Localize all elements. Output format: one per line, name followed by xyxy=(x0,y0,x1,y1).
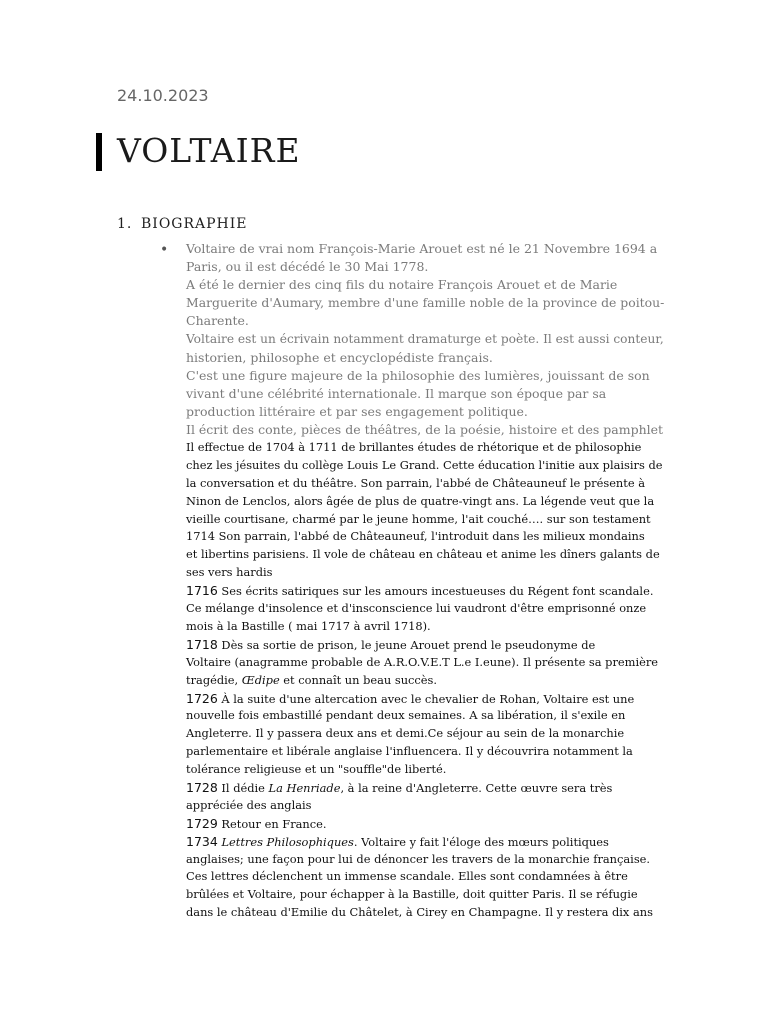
italic-title: Lettres Philosophiques xyxy=(221,834,354,849)
biography-line xyxy=(186,797,664,815)
line-text: la conversation et du théâtre. Son parrain, l'abbé de Châteauneuf le présente à xyxy=(186,475,645,490)
section-number: 1. xyxy=(117,216,133,232)
year-label: 1726 xyxy=(186,690,218,706)
biography-line xyxy=(186,851,664,869)
biography-line xyxy=(186,546,664,564)
line-text: Voltaire (anagramme probable de A.R.O.V.E.T L.e I.eune). Il présente sa première xyxy=(186,654,659,669)
biography-line xyxy=(186,618,664,636)
intro-line: A été le dernier des cinq fils du notaire François Arouet et de Marie xyxy=(186,277,618,293)
biography-line xyxy=(186,475,664,493)
line-text: nouvelle fois embastillé pendant deux semaines. A sa libération, il s'exile en xyxy=(186,708,626,723)
intro-line: Voltaire est un écrivain notamment dramaturge et poète. Il est aussi conteur, xyxy=(186,331,664,347)
line-text: Il dédie xyxy=(217,780,269,795)
intro-line: historien, philosophe et encyclopédiste français. xyxy=(186,349,493,365)
biography-line xyxy=(186,636,664,654)
line-text: anglaises; une façon pour lui de dénoncer les travers de la monarchie française. xyxy=(186,851,651,866)
line-text: Ninon de Lenclos, alors âgée de plus de quatre-vingt ans. La légende veut que la xyxy=(186,493,655,508)
line-text: ses vers hardis xyxy=(186,565,273,580)
biography-line xyxy=(186,493,664,511)
biography-line xyxy=(186,672,664,690)
intro-line: C'est une figure majeure de la philosophie des lumières, jouissant de son xyxy=(186,367,650,383)
biography-line xyxy=(186,886,664,904)
intro-line: production littéraire et par ses engagement politique. xyxy=(186,403,528,419)
biography-line xyxy=(186,815,664,833)
intro-line: Il écrit des conte, pièces de théâtres, de la poésie, histoire et des pamphlet xyxy=(186,421,664,437)
biography-line xyxy=(186,511,664,529)
biography-line xyxy=(186,528,664,546)
section-title: BIOGRAPHIE xyxy=(141,216,248,232)
line-text: , à la reine d'Angleterre. Cette œuvre sera très xyxy=(340,780,613,795)
biography-line xyxy=(186,439,664,457)
line-text: Ce mélange d'insolence et d'insconscience lui vaudront d'être emprisonné onze xyxy=(186,601,647,616)
biography-body xyxy=(186,240,664,922)
line-text: . Voltaire y fait l'éloge des mœurs politiques xyxy=(353,834,609,849)
line-text: tragédie, xyxy=(186,672,242,687)
biography-paragraph xyxy=(186,439,664,922)
line-text: 1714 Son parrain, l'abbé de Châteauneuf, l'introduit dans les milieux mondains xyxy=(186,529,645,544)
biography-line xyxy=(186,690,664,708)
line-text: tolérance religieuse et un "souffle"de liberté. xyxy=(186,762,447,777)
line-text: chez les jésuites du collège Louis Le Grand. Cette éducation l'initie aux plaisirs de xyxy=(186,457,663,472)
year-label: 1728 xyxy=(186,779,218,795)
year-label: 1718 xyxy=(186,636,218,652)
line-text: Angleterre. Il y passera deux ans et demi.Ce séjour au sein de la monarchie xyxy=(186,726,625,741)
line-text: Retour en France. xyxy=(217,816,327,831)
intro-line: Paris, ou il est décédé le 30 Mai 1778. xyxy=(186,259,429,275)
year-label: 1734 xyxy=(186,833,218,849)
biography-line xyxy=(186,600,664,618)
biography-line xyxy=(186,725,664,743)
line-text: dans le château d'Emilie du Châtelet, à Cirey en Champagne. Il y restera dix ans xyxy=(186,905,653,920)
section-heading xyxy=(117,216,248,232)
year-label: 1716 xyxy=(186,583,218,599)
biography-line xyxy=(186,761,664,779)
line-text: Dès sa sortie de prison, le jeune Arouet prend le pseudonyme de xyxy=(217,637,596,652)
document-date: 24.10.2023 xyxy=(117,86,209,105)
intro-line: Marguerite d'Aumary, membre d'une famille noble de la province de poitou- xyxy=(186,295,665,311)
line-text: et libertins parisiens. Il vole de château en château et anime les dîners galants de xyxy=(186,547,660,562)
line-text: À la suite d'une altercation avec le chevalier de Rohan, Voltaire est une xyxy=(217,691,635,706)
biography-line xyxy=(186,582,664,600)
line-text: appréciée des anglais xyxy=(186,797,312,812)
biography-line xyxy=(186,564,664,582)
italic-title: La Henriade xyxy=(268,780,341,795)
biography-line xyxy=(186,707,664,725)
line-text: mois à la Bastille ( mai 1717 à avril 1718). xyxy=(186,618,431,633)
biography-line xyxy=(186,457,664,475)
intro-line: vivant d'une célébrité internationale. Il marque son époque par sa xyxy=(186,385,607,401)
line-text: Ses écrits satiriques sur les amours incestueuses du Régent font scandale. xyxy=(217,584,654,599)
biography-line xyxy=(186,743,664,761)
line-text: Ces lettres déclenchent un immense scandale. Elles sont condamnées à être xyxy=(186,869,628,884)
line-text: Il effectue de 1704 à 1711 de brillantes études de rhétorique et de philosophie xyxy=(186,440,642,455)
biography-line xyxy=(186,833,664,851)
bullet-icon: • xyxy=(160,242,169,258)
line-text: brûlées et Voltaire, pour échapper à la Bastille, doit quitter Paris. Il se réfugie xyxy=(186,887,638,902)
title-accent-bar xyxy=(96,133,102,171)
line-text: parlementaire et libérale anglaise l'influencera. Il y découvrira notamment la xyxy=(186,744,633,759)
biography-line xyxy=(186,868,664,886)
biography-line xyxy=(186,654,664,672)
line-text: vieille courtisane, charmé par le jeune homme, l'ait couché…. sur son testament xyxy=(186,511,651,526)
italic-title: Œdipe xyxy=(241,672,280,687)
biography-line xyxy=(186,904,664,922)
biography-line xyxy=(186,779,664,797)
line-text: et connaît un beau succès. xyxy=(279,672,438,687)
intro-line: Charente. xyxy=(186,313,249,329)
year-label: 1729 xyxy=(186,815,218,831)
intro-paragraph xyxy=(186,240,664,439)
document-title: VOLTAIRE xyxy=(117,131,301,170)
intro-line: Voltaire de vrai nom François-Marie Arouet est né le 21 Novembre 1694 a xyxy=(186,241,658,256)
